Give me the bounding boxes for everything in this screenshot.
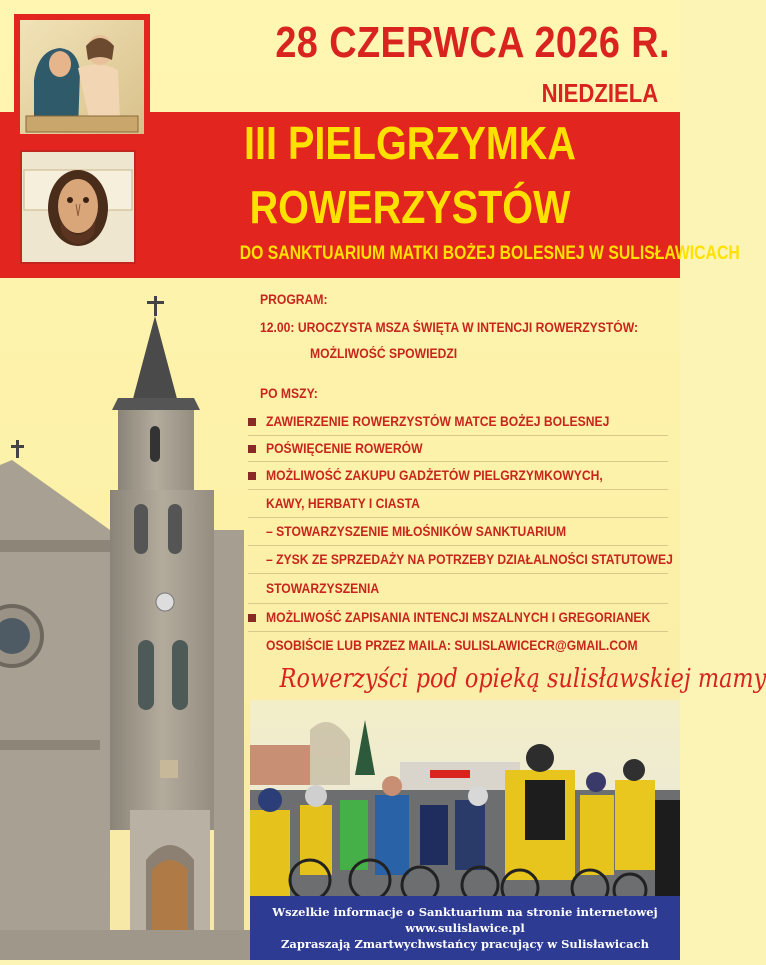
list-item: – ZYSK ZE SPRZEDAŻY NA POTRZEBY DZIAŁALNOŚCI STATUTOWEJ: [248, 546, 668, 574]
title-line-2: ROWERZYSTÓW: [249, 181, 571, 233]
event-date: 28 CZERWCA 2026 R.: [275, 18, 670, 67]
program-mass-line-1: 12.00: UROCZYSTA MSZA ŚWIĘTA W INTENCJI ROWERZYSTÓW:: [260, 320, 639, 335]
motto: Rowerzyści pod opieką sulisławskiej mamy: [279, 664, 766, 694]
list-item: OSOBIŚCIE LUB PRZEZ MAILA: SULISLAWICECR@GMAIL.COM: [266, 638, 638, 654]
info-box: [250, 896, 680, 960]
info-line-3: Zapraszają Zmartwychwstańcy pracujący w Sulisławicach: [281, 937, 649, 951]
program-after-mass-label: PO MSZY:: [260, 386, 318, 401]
list-item: STOWARZYSZENIA: [248, 574, 668, 604]
info-line-1: Wszelkie informacje o Sanktuarium na stronie internetowej: [272, 905, 658, 919]
event-weekday: NIEDZIELA: [541, 78, 658, 108]
pieta-icon: [14, 14, 150, 140]
title-line-1: III PIELGRZYMKA: [244, 117, 576, 169]
list-item: KAWY, HERBATY I CIASTA: [248, 490, 668, 518]
bullet-icon: [248, 472, 256, 480]
program-label: PROGRAM:: [260, 292, 328, 307]
program-mass-line-2: MOŻLIWOŚĆ SPOWIEDZI: [310, 346, 458, 361]
list-item: ZAWIERZENIE ROWERZYSTÓW MATCE BOŻEJ BOLESNEJ: [248, 410, 668, 436]
list-item: MOŻLIWOŚĆ ZAPISANIA INTENCJI MSZALNYCH I GREGORIANEK: [248, 604, 668, 632]
list-item: MOŻLIWOŚĆ ZAKUPU GADŻETÓW PIELGRZYMKOWYCH,: [248, 462, 668, 490]
list-item: – STOWARZYSZENIE MIŁOŚNIKÓW SANKTUARIUM: [248, 518, 668, 546]
bullet-icon: [248, 445, 256, 453]
bullet-icon: [248, 614, 256, 622]
bullet-icon: [248, 418, 256, 426]
title-subtitle: DO SANKTUARIUM MATKI BOŻEJ BOLESNEJ W SULISŁAWICACH: [239, 243, 740, 264]
church-photo: [0, 290, 255, 960]
cyclists-photo: [250, 700, 680, 905]
website-link[interactable]: www.sulislawice.pl: [405, 921, 525, 935]
list-item: POŚWIĘCENIE ROWERÓW: [248, 436, 668, 462]
veil-of-veronica-icon: [14, 144, 142, 270]
